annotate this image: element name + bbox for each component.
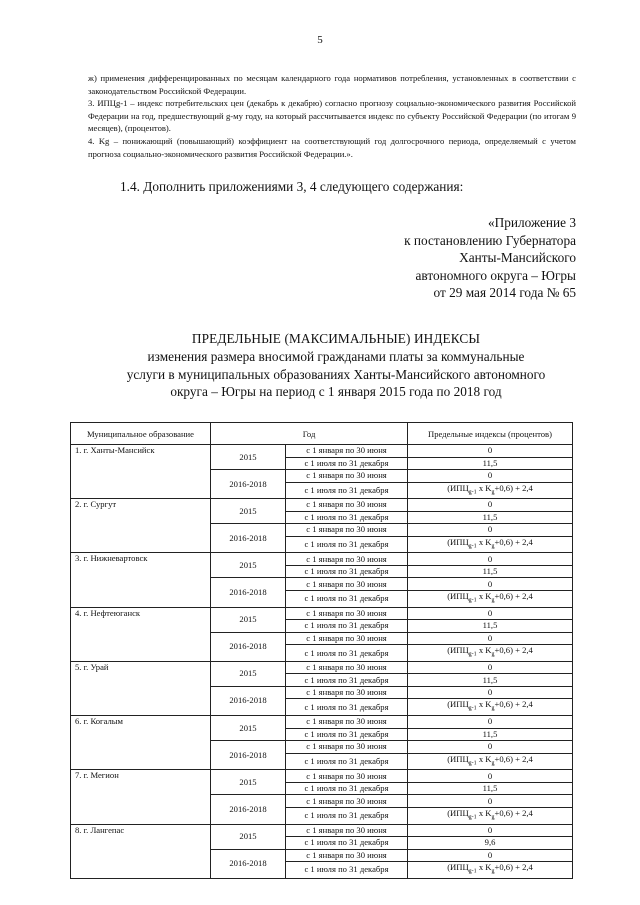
formula-close: +0,6) + 2,4: [494, 699, 533, 710]
municipality-cell: 8. г. Лангепас: [71, 824, 211, 878]
value-cell: 0: [408, 716, 573, 729]
period-cell: с 1 июля по 31 декабря: [286, 699, 408, 716]
notes-block: [88, 72, 576, 160]
title-subtitle-line: округа – Югры на период с 1 января 2015 года по 2018 год: [170, 384, 502, 400]
year-cell: 2016-2018: [211, 524, 286, 553]
value-cell: 0: [408, 607, 573, 620]
table-row: [71, 770, 573, 783]
formula-sub-g1: g-1: [468, 651, 477, 658]
period-cell: с 1 июля по 31 декабря: [286, 482, 408, 499]
formula-sub-g: g: [491, 868, 495, 875]
formula-cell: [408, 482, 573, 499]
value-cell: 11,5: [408, 728, 573, 741]
year-cell: 2015: [211, 445, 286, 470]
formula-close: +0,6) + 2,4: [494, 536, 533, 547]
note-item: 3. ИПЦg-1 – индекс потребительских цен (декабрь к декабрю) согласно прогнозу социально-экономического развития Российской Федерации на год, предшествующий g-му году, на который рассчитывается индекс по субъекту Российской Федерации (по итогам 9 месяцев), (процентов).: [88, 98, 576, 134]
formula-open: (ИПЦ: [447, 536, 469, 547]
appendix-line: «Приложение 3: [488, 215, 576, 230]
header-limit: Предельные индексы (процентов): [408, 423, 573, 445]
formula-open: (ИПЦ: [447, 807, 469, 818]
formula-close: +0,6) + 2,4: [494, 482, 533, 493]
municipality-cell: 4. г. Нефтеюганск: [71, 607, 211, 661]
formula-open: (ИПЦ: [447, 590, 469, 601]
period-cell: с 1 июля по 31 декабря: [286, 590, 408, 607]
title-subtitle-line: услуги в муниципальных образованиях Ханты-Мансийского автономного: [126, 366, 546, 382]
value-cell: 0: [408, 795, 573, 808]
period-cell: с 1 января по 30 июня: [286, 770, 408, 783]
period-cell: с 1 июля по 31 декабря: [286, 511, 408, 524]
year-cell: 2016-2018: [211, 686, 286, 715]
period-cell: с 1 июля по 31 декабря: [286, 536, 408, 553]
formula-sub-g1: g-1: [468, 760, 477, 767]
value-cell: 0: [408, 553, 573, 566]
period-cell: с 1 января по 30 июня: [286, 716, 408, 729]
year-cell: 2015: [211, 824, 286, 849]
formula-sub-g: g: [491, 814, 495, 821]
municipality-cell: 3. г. Нижневартовск: [71, 553, 211, 607]
table-row: [71, 824, 573, 837]
appendix-line: автономного округа – Югры: [415, 267, 576, 283]
formula-sub-g1: g-1: [468, 543, 477, 550]
year-cell: 2016-2018: [211, 470, 286, 499]
formula-cell: [408, 645, 573, 662]
formula-cell: [408, 807, 573, 824]
value-cell: 0: [408, 632, 573, 645]
header-year: Год: [211, 423, 408, 445]
formula-sub-g1: g-1: [468, 814, 477, 821]
formula-mid: х K: [476, 590, 492, 601]
formula-sub-g: g: [491, 597, 495, 604]
value-cell: 0: [408, 770, 573, 783]
value-cell: 0: [408, 470, 573, 483]
period-cell: с 1 января по 30 июня: [286, 499, 408, 512]
indices-table: [70, 422, 573, 879]
table-row: [71, 716, 573, 729]
value-cell: 0: [408, 524, 573, 537]
formula-open: (ИПЦ: [447, 482, 469, 493]
period-cell: с 1 января по 30 июня: [286, 686, 408, 699]
period-cell: с 1 июля по 31 декабря: [286, 457, 408, 470]
note-item: ж) применения дифференцированных по месяцам календарного года нормативов потребления, установленных в соответствии с законодательством Российской Федерации.: [88, 73, 576, 96]
municipality-cell: 2. г. Сургут: [71, 499, 211, 553]
formula-cell: [408, 699, 573, 716]
formula-mid: х K: [476, 753, 492, 764]
year-cell: 2016-2018: [211, 578, 286, 607]
table-row: [71, 445, 573, 458]
formula-sub-g: g: [491, 651, 495, 658]
formula-mid: х K: [476, 862, 492, 873]
formula-close: +0,6) + 2,4: [494, 753, 533, 764]
table-row: [71, 499, 573, 512]
period-cell: с 1 июля по 31 декабря: [286, 807, 408, 824]
formula-sub-g1: g-1: [468, 868, 477, 875]
value-cell: 11,5: [408, 674, 573, 687]
appendix-line: к постановлению Губернатора: [404, 232, 576, 248]
period-cell: с 1 января по 30 июня: [286, 795, 408, 808]
period-cell: с 1 января по 30 июня: [286, 553, 408, 566]
value-cell: 9,6: [408, 837, 573, 850]
formula-sub-g1: g-1: [468, 706, 477, 713]
value-cell: 0: [408, 445, 573, 458]
table-header-row: [71, 423, 573, 445]
year-cell: 2015: [211, 770, 286, 795]
formula-close: +0,6) + 2,4: [494, 590, 533, 601]
value-cell: 11,5: [408, 782, 573, 795]
title-main: ПРЕДЕЛЬНЫЕ (МАКСИМАЛЬНЫЕ) ИНДЕКСЫ: [191, 331, 481, 346]
period-cell: с 1 января по 30 июня: [286, 824, 408, 837]
year-cell: 2016-2018: [211, 849, 286, 878]
value-cell: 11,5: [408, 620, 573, 633]
table-row: [71, 661, 573, 674]
formula-open: (ИПЦ: [447, 645, 469, 656]
section-heading: 1.4. Дополнить приложениями 3, 4 следующего содержания:: [120, 179, 464, 194]
formula-sub-g: g: [491, 489, 495, 496]
formula-mid: х K: [476, 807, 492, 818]
appendix-line: Ханты-Мансийского: [459, 250, 576, 266]
period-cell: с 1 января по 30 июня: [286, 470, 408, 483]
formula-cell: [408, 590, 573, 607]
value-cell: 0: [408, 661, 573, 674]
period-cell: с 1 июля по 31 декабря: [286, 837, 408, 850]
period-cell: с 1 января по 30 июня: [286, 632, 408, 645]
formula-open: (ИПЦ: [447, 862, 469, 873]
period-cell: с 1 июля по 31 декабря: [286, 782, 408, 795]
period-cell: с 1 января по 30 июня: [286, 445, 408, 458]
appendix-line: от 29 мая 2014 года № 65: [433, 285, 576, 301]
formula-cell: [408, 753, 573, 770]
year-cell: 2015: [211, 607, 286, 632]
table-row: [71, 607, 573, 620]
period-cell: с 1 июля по 31 декабря: [286, 862, 408, 879]
formula-open: (ИПЦ: [447, 699, 469, 710]
year-cell: 2015: [211, 716, 286, 741]
formula-mid: х K: [476, 699, 492, 710]
value-cell: 11,5: [408, 457, 573, 470]
value-cell: 0: [408, 741, 573, 754]
formula-sub-g: g: [491, 543, 495, 550]
period-cell: с 1 июля по 31 декабря: [286, 620, 408, 633]
formula-sub-g1: g-1: [468, 489, 477, 496]
formula-cell: [408, 536, 573, 553]
formula-sub-g: g: [491, 760, 495, 767]
formula-mid: х K: [476, 536, 492, 547]
year-cell: 2015: [211, 499, 286, 524]
period-cell: с 1 января по 30 июня: [286, 741, 408, 754]
period-cell: с 1 января по 30 июня: [286, 849, 408, 862]
note-item: 4. Kg – понижающий (повышающий) коэффициент на соответствующий год долгосрочного периода, определяемый с учетом прогноза социально-экономического развития Российской Федерации.».: [88, 135, 576, 159]
value-cell: 0: [408, 499, 573, 512]
table-body: [71, 445, 573, 879]
municipality-cell: 5. г. Урай: [71, 661, 211, 715]
formula-open: (ИПЦ: [447, 753, 469, 764]
municipality-cell: 7. г. Мегион: [71, 770, 211, 824]
formula-cell: [408, 862, 573, 879]
formula-close: +0,6) + 2,4: [494, 645, 533, 656]
value-cell: 0: [408, 824, 573, 837]
period-cell: с 1 июля по 31 декабря: [286, 753, 408, 770]
document-title: [88, 330, 584, 401]
value-cell: 11,5: [408, 511, 573, 524]
period-cell: с 1 июля по 31 декабря: [286, 565, 408, 578]
period-cell: с 1 января по 30 июня: [286, 661, 408, 674]
period-cell: с 1 июля по 31 декабря: [286, 645, 408, 662]
formula-close: +0,6) + 2,4: [494, 807, 533, 818]
value-cell: 0: [408, 849, 573, 862]
formula-mid: х K: [476, 645, 492, 656]
value-cell: 0: [408, 686, 573, 699]
municipality-cell: 1. г. Ханты-Мансийск: [71, 445, 211, 499]
year-cell: 2015: [211, 553, 286, 578]
formula-close: +0,6) + 2,4: [494, 862, 533, 873]
value-cell: 11,5: [408, 565, 573, 578]
page-number: 5: [317, 34, 323, 46]
municipality-cell: 6. г. Когалым: [71, 716, 211, 770]
period-cell: с 1 января по 30 июня: [286, 524, 408, 537]
formula-sub-g: g: [491, 706, 495, 713]
period-cell: с 1 июля по 31 декабря: [286, 728, 408, 741]
formula-sub-g1: g-1: [468, 597, 477, 604]
period-cell: с 1 июля по 31 декабря: [286, 674, 408, 687]
year-cell: 2015: [211, 661, 286, 686]
header-municipality: Муниципальное образование: [71, 423, 211, 445]
table-row: [71, 553, 573, 566]
year-cell: 2016-2018: [211, 795, 286, 824]
formula-mid: х K: [476, 482, 492, 493]
appendix-header: [316, 214, 576, 302]
title-subtitle-line: изменения размера вносимой гражданами платы за коммунальные: [147, 348, 525, 364]
period-cell: с 1 января по 30 июня: [286, 578, 408, 591]
period-cell: с 1 января по 30 июня: [286, 607, 408, 620]
year-cell: 2016-2018: [211, 632, 286, 661]
year-cell: 2016-2018: [211, 741, 286, 770]
value-cell: 0: [408, 578, 573, 591]
